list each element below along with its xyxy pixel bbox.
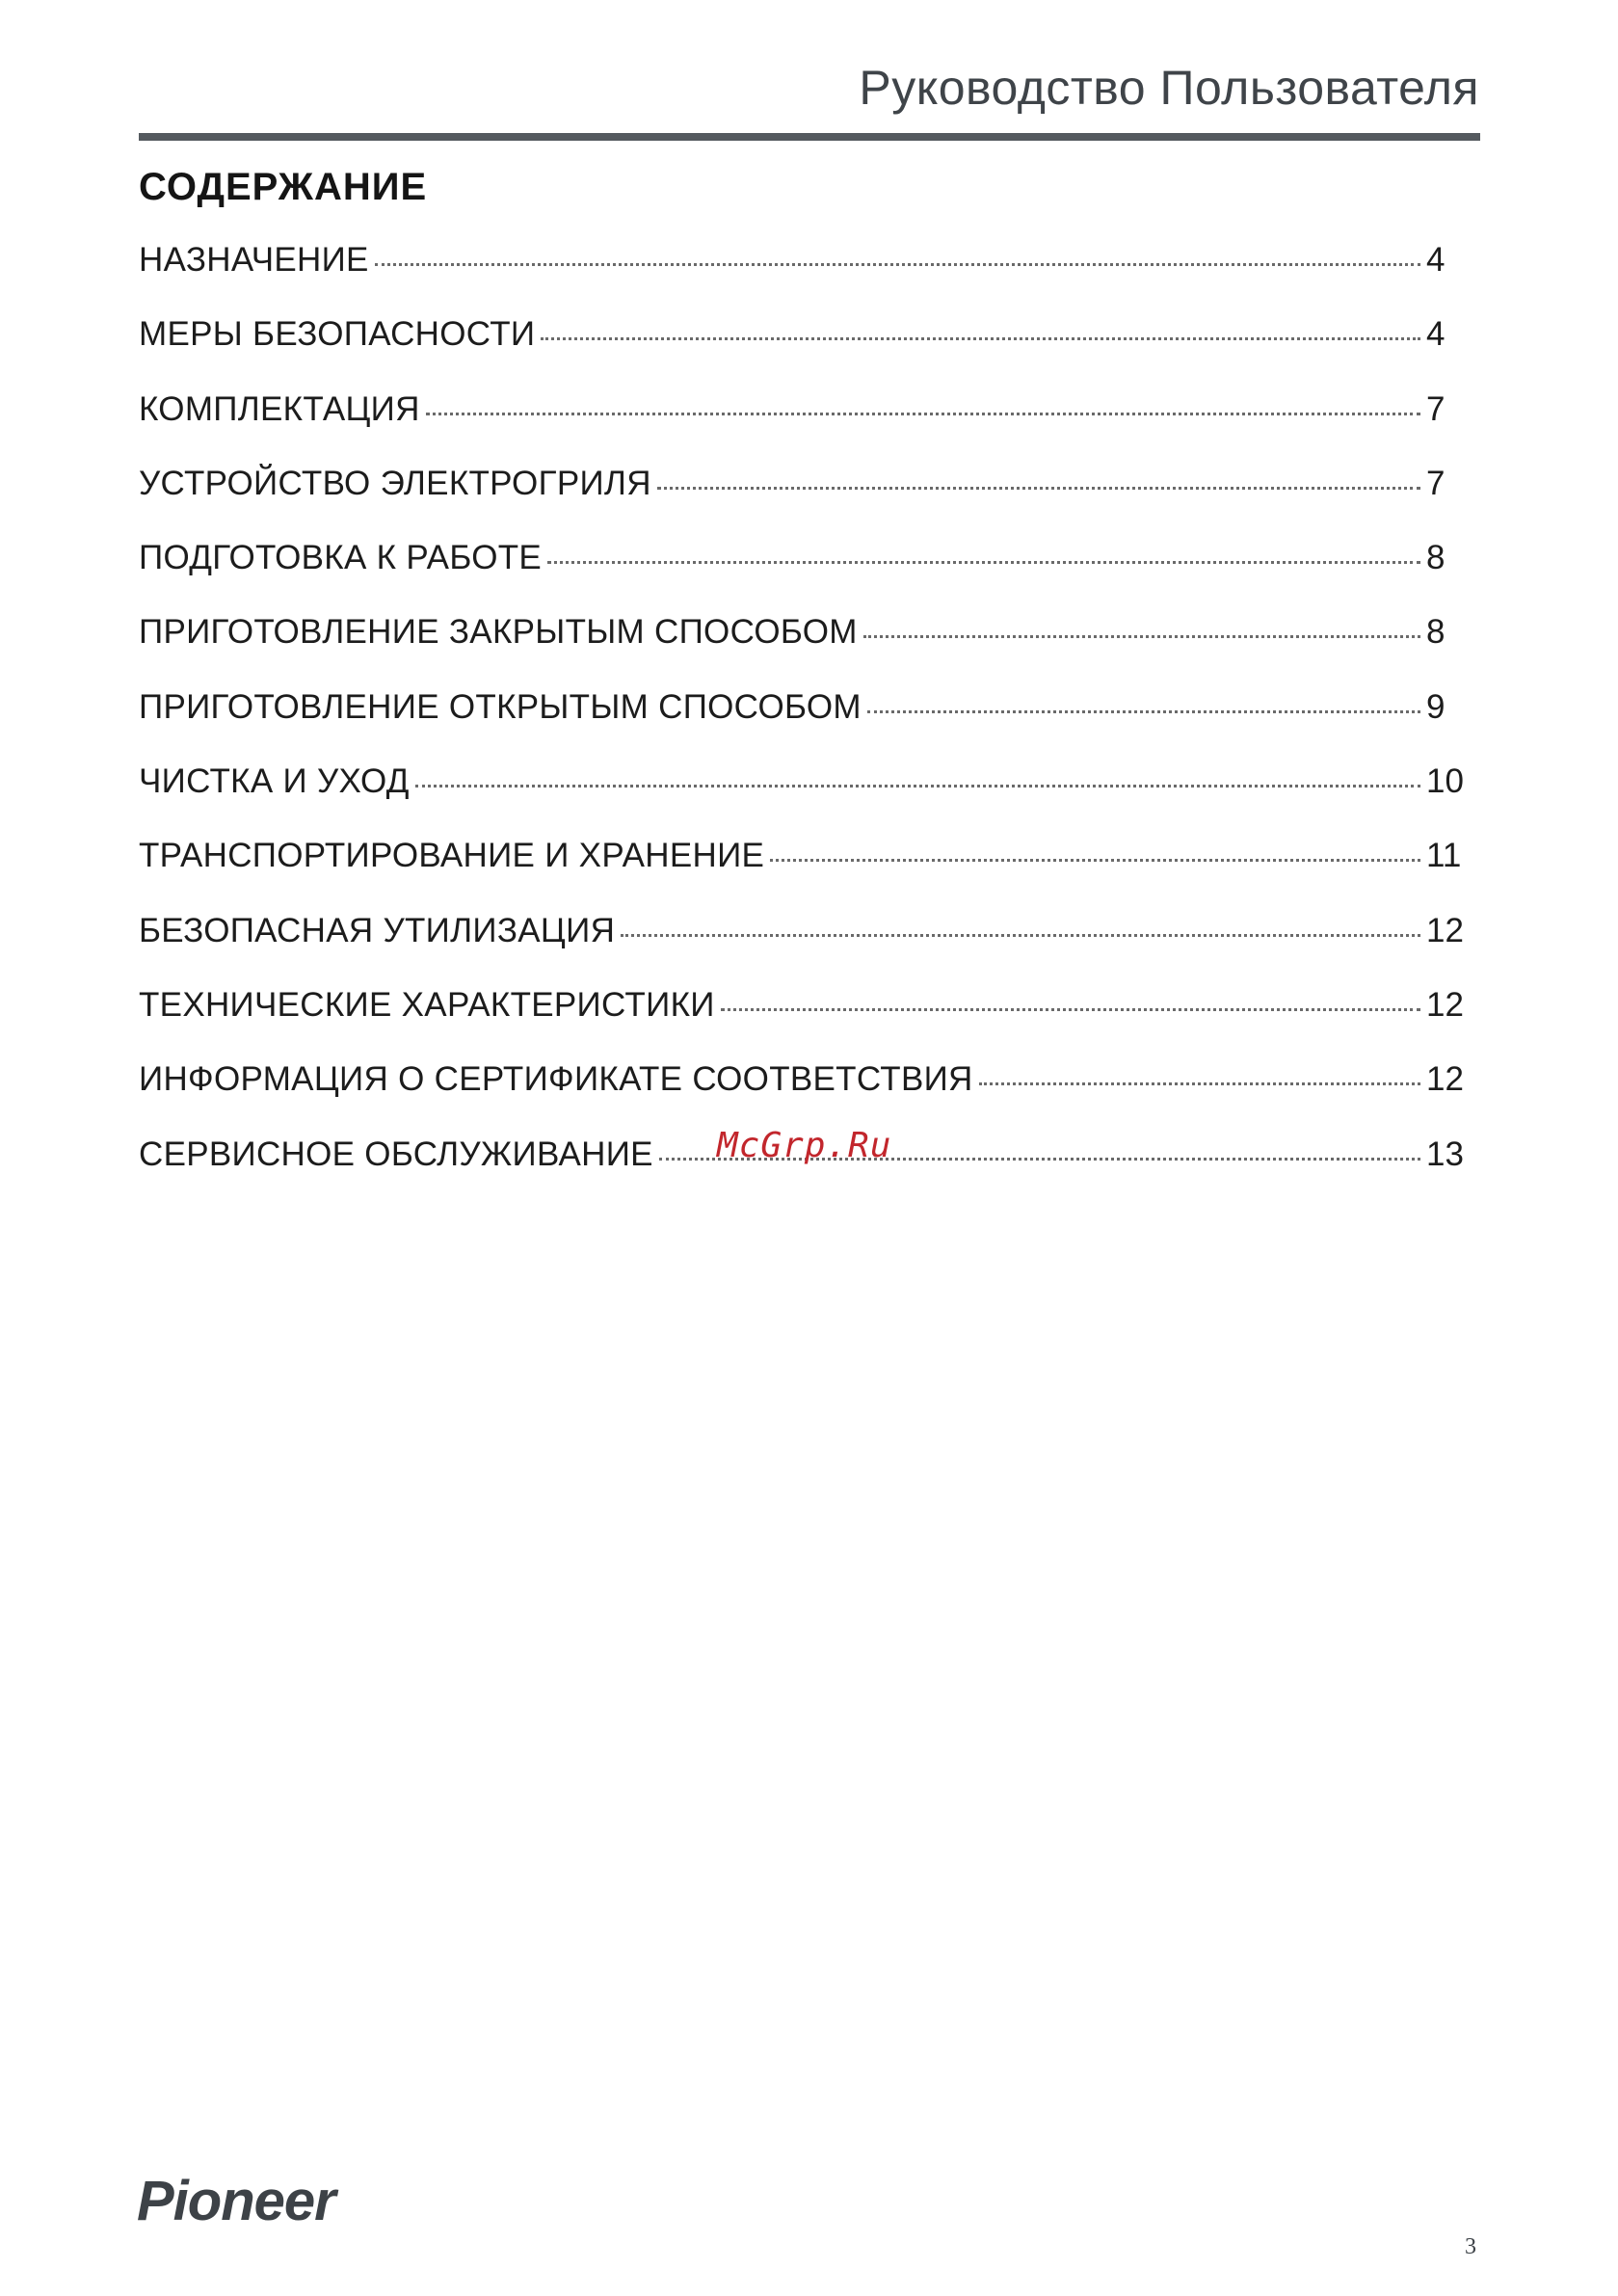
toc-entry-label: НАЗНАЧЕНИЕ <box>139 241 369 279</box>
toc-entry[interactable] <box>139 539 1469 613</box>
toc-entry-page: 12 <box>1426 1060 1464 1099</box>
toc-leader-dots <box>426 413 1420 415</box>
toc-entry-page: 11 <box>1426 837 1462 875</box>
toc-entry[interactable] <box>139 390 1469 465</box>
toc-entry-page: 7 <box>1426 464 1446 502</box>
toc-leader-dots <box>657 487 1420 490</box>
toc-entry[interactable] <box>139 986 1469 1060</box>
toc-entry-label: МЕРЫ БЕЗОПАСНОСТИ <box>139 315 536 354</box>
watermark-link[interactable]: McGrp.Ru <box>717 1126 892 1165</box>
toc-heading: СОДЕРЖАНИЕ <box>139 166 428 208</box>
toc-entry-page: 4 <box>1426 241 1446 279</box>
toc-entry-label: ИНФОРМАЦИЯ О СЕРТИФИКАТЕ СООТВЕТСТВИЯ <box>139 1060 973 1099</box>
header-divider <box>139 133 1480 141</box>
toc-leader-dots <box>541 337 1420 340</box>
toc-entry-page: 9 <box>1426 687 1446 726</box>
page-number: 3 <box>1465 2234 1476 2259</box>
document-title: Руководство Пользователя <box>859 61 1479 115</box>
toc-entry-label: УСТРОЙСТВО ЭЛЕКТРОГРИЛЯ <box>139 464 651 502</box>
toc-leader-dots <box>867 710 1420 713</box>
toc-entry-label: ПРИГОТОВЛЕНИЕ ОТКРЫТЫМ СПОСОБОМ <box>139 687 862 726</box>
toc-entry[interactable] <box>139 613 1469 687</box>
toc-entry[interactable] <box>139 315 1469 389</box>
toc-entry-page: 8 <box>1426 539 1446 577</box>
toc-entry-label: ТЕХНИЧЕСКИЕ ХАРАКТЕРИСТИКИ <box>139 985 715 1024</box>
toc-entry[interactable] <box>139 837 1469 911</box>
toc-leader-dots <box>375 263 1420 266</box>
toc-entry-label: ПРИГОТОВЛЕНИЕ ЗАКРЫТЫМ СПОСОБОМ <box>139 613 858 652</box>
toc-entry-label: КОМПЛЕКТАЦИЯ <box>139 389 420 428</box>
table-of-contents <box>139 241 1469 1210</box>
toc-entry-page: 12 <box>1426 911 1464 949</box>
toc-entry[interactable] <box>139 688 1469 762</box>
toc-entry[interactable] <box>139 762 1469 837</box>
toc-entry-label: СЕРВИСНОЕ ОБСЛУЖИВАНИЕ <box>139 1135 653 1173</box>
toc-leader-dots <box>415 785 1420 788</box>
toc-entry-label: ТРАНСПОРТИРОВАНИЕ И ХРАНЕНИЕ <box>139 837 765 875</box>
toc-entry-page: 4 <box>1426 315 1446 354</box>
toc-entry-page: 7 <box>1426 389 1446 428</box>
toc-entry[interactable] <box>139 912 1469 986</box>
toc-leader-dots <box>863 635 1420 638</box>
toc-entry-page: 12 <box>1426 985 1464 1024</box>
toc-leader-dots <box>547 561 1420 564</box>
toc-entry[interactable] <box>139 465 1469 539</box>
toc-entry[interactable] <box>139 241 1469 315</box>
toc-entry-label: БЕЗОПАСНАЯ УТИЛИЗАЦИЯ <box>139 911 616 949</box>
brand-logo: Pioneer <box>137 2170 335 2232</box>
toc-leader-dots <box>621 934 1420 937</box>
toc-leader-dots <box>770 859 1420 862</box>
toc-entry-label: ЧИСТКА И УХОД <box>139 762 410 801</box>
toc-entry-page: 13 <box>1426 1135 1464 1173</box>
toc-entry-page: 10 <box>1426 762 1464 801</box>
toc-entry-page: 8 <box>1426 613 1446 652</box>
toc-entry[interactable] <box>139 1060 1469 1135</box>
toc-leader-dots <box>721 1008 1420 1011</box>
toc-entry-label: ПОДГОТОВКА К РАБОТЕ <box>139 539 543 577</box>
toc-leader-dots <box>979 1082 1420 1085</box>
